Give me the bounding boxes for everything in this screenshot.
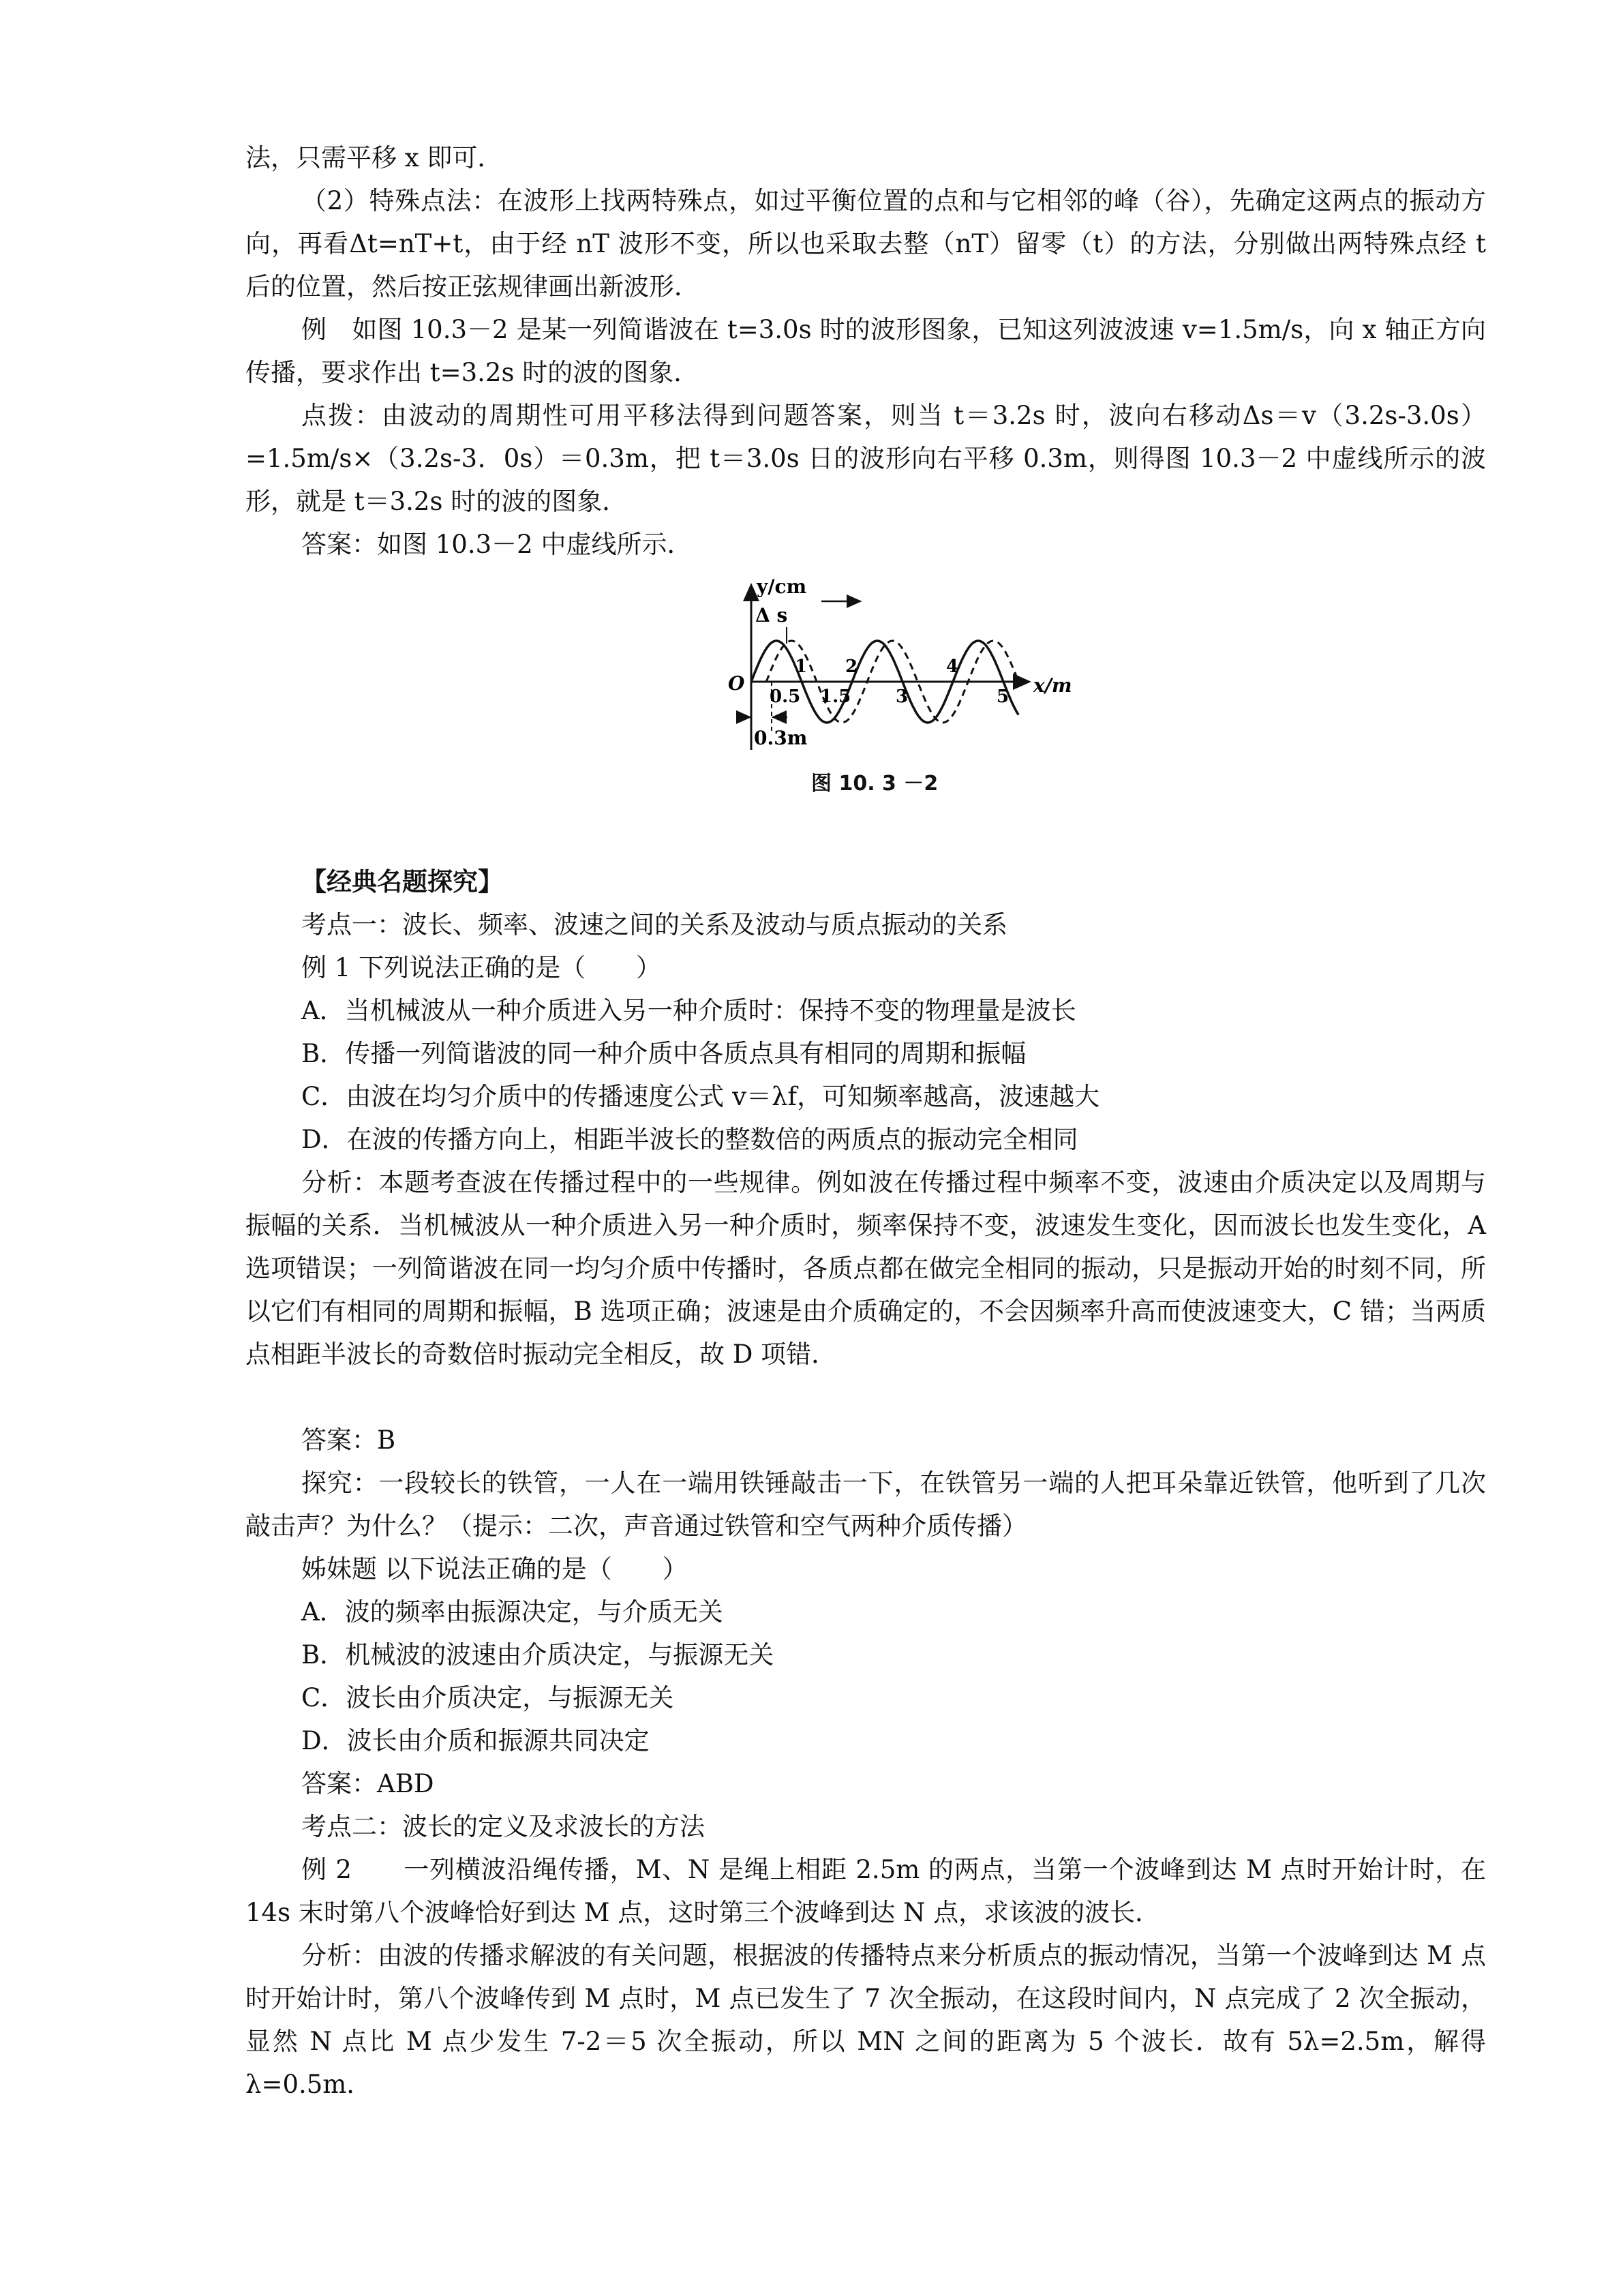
example-1-option-a: A．当机械波从一种介质进入另一种介质时：保持不变的物理量是波长 [301, 996, 1076, 1025]
origin-label: O [728, 672, 745, 695]
x-axis-label: x/m [1033, 674, 1072, 697]
tick-label-5: 5 [997, 686, 1010, 707]
tick-label-4: 4 [946, 656, 959, 677]
section-title: 【经典名题探究】 [301, 866, 503, 896]
example-1-option-b: B．传播一列简谐波的同一种介质中各质点具有相同的周期和振幅 [301, 1039, 1027, 1068]
tick-label-1: 1 [795, 656, 808, 677]
delta-s-label: Δ s [755, 604, 788, 626]
tick-label-1-5: 1.5 [820, 686, 851, 707]
example-1-explore: 探究：一段较长的铁管，一人在一端用铁锤敲击一下，在铁管另一端的人把耳朵靠近铁管，他听到了几次敲击声？为什么？（提示：二次，声音通过铁管和空气两种介质传播） [245, 1468, 1486, 1541]
shift-label: 0.3m [754, 727, 808, 749]
sister-option-c: C．波长由介质决定，与振源无关 [301, 1683, 674, 1712]
tick-label-0-5: 0.5 [770, 686, 801, 707]
example-2-question: 例 2 一列横波沿绳传播，M、N 是绳上相距 2.5m 的两点，当第一个波峰到达 M 点时开始计时，在 14s 末时第八个波峰恰好到达 M 点，这时第三个波峰到达 N 点，求该波的波长． [245, 1855, 1486, 1927]
figure-caption: 图 10. 3 －2 [811, 772, 939, 796]
example-1-answer: 答案：B [301, 1425, 396, 1455]
wave-figure [709, 573, 1091, 757]
sister-option-d: D．波长由介质和振源共同决定 [301, 1726, 650, 1755]
y-axis-label: y/cm [757, 575, 807, 598]
paragraph-translation-method-end: 法，只需平移 x 即可． [245, 143, 503, 172]
example-1-option-c: C．由波在均匀介质中的传播速度公式 v＝λf，可知频率越高，波速越大 [301, 1082, 1100, 1111]
sister-question: 姊妹题 以下说法正确的是（ ） [301, 1554, 688, 1584]
key-point-2: 考点二：波长的定义及求波长的方法 [301, 1812, 705, 1841]
example-1-question: 例 1 下列说法正确的是（ ） [301, 953, 662, 982]
key-point-1: 考点一：波长、频率、波速之间的关系及波动与质点振动的关系 [301, 910, 1007, 939]
example-1-analysis: 分析：本题考查波在传播过程中的一些规律。例如波在传播过程中频率不变，波速由介质决定以及周期与振幅的关系．当机械波从一种介质进入另一种介质时，频率保持不变，波速发生变化，因而波长也发生变化，A 选项错误；一列简谐波在同一均匀介质中传播时，各质点都在做完全相同的振动，只是振动开始的时刻不同，所以它们有相同的周期和振幅，B 选项正确；波速是由介质确定的，不会因频率升高而使波速变大，C 错；当两质点相距半波长的奇数倍时振动完全相反，故 D 项错． [245, 1168, 1486, 1369]
sister-option-a: A．波的频率由振源决定，与介质无关 [301, 1597, 723, 1627]
paragraph-hint: 点拨：由波动的周期性可用平移法得到问题答案，则当 t＝3.2s 时，波向右移动Δs＝v（3.2s-3.0s）=1.5m/s×（3.2s-3．0s）＝0.3m，把 t＝3.0s 日的波形向右平移 0.3m，则得图 10.3－2 中虚线所示的波形，就是 t＝3.2s 时的波的图象． [245, 401, 1486, 516]
paragraph-special-point-method: （2）特殊点法：在波形上找两特殊点，如过平衡位置的点和与它相邻的峰（谷），先确定这两点的振动方向，再看Δt=nT+t，由于经 nT 波形不变，所以也采取去整（nT）留零（t）的方法，分别做出两特殊点经 t 后的位置，然后按正弦规律画出新波形． [245, 186, 1486, 301]
paragraph-example-answer: 答案：如图 10.3－2 中虚线所示． [301, 530, 693, 559]
tick-label-2: 2 [845, 656, 858, 677]
example-1-option-d: D．在波的传播方向上，相距半波长的整数倍的两质点的振动完全相同 [301, 1125, 1078, 1154]
sister-answer: 答案：ABD [301, 1769, 434, 1798]
paragraph-example-statement: 例 如图 10.3－2 是某一列简谐波在 t=3.0s 时的波形图象，已知这列波波速 v=1.5m/s，向 x 轴正方向传播，要求作出 t=3.2s 时的波的图象． [245, 315, 1486, 387]
example-2-analysis: 分析：由波的传播求解波的有关问题，根据波的传播特点来分析质点的振动情况，当第一个波峰到达 M 点时开始计时，第八个波峰传到 M 点时，M 点已发生了 7 次全振动，在这段时间内，N 点完成了 2 次全振动，显然 N 点比 M 点少发生 7-2＝5 次全振动，所以 MN 之间的距离为 5 个波长．故有 5λ=2.5m，解得λ=0.5m． [245, 1941, 1486, 2099]
sister-option-b: B．机械波的波速由介质决定，与振源无关 [301, 1640, 774, 1670]
tick-label-3: 3 [896, 686, 909, 707]
